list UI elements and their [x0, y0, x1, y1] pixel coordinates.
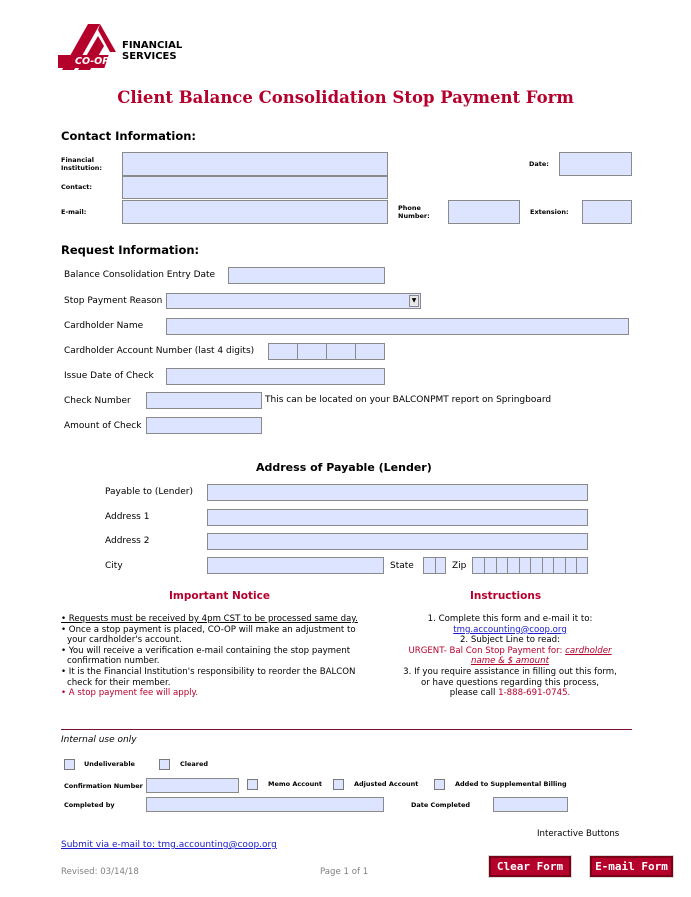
undeliverable-checkbox[interactable]: [64, 759, 75, 770]
financial-institution-field[interactable]: [122, 152, 388, 176]
issue-date-field[interactable]: [166, 368, 385, 385]
date-field[interactable]: [559, 152, 632, 176]
subject-var-1: cardholder: [565, 645, 612, 656]
address2-label: Address 2: [105, 536, 150, 546]
brand-name-line1: FINANCIAL: [122, 40, 183, 51]
zip-field[interactable]: [472, 557, 588, 574]
payable-to-label: Payable to (Lender): [105, 487, 193, 497]
supplemental-checkbox[interactable]: [434, 779, 445, 790]
amount-label: Amount of Check: [64, 421, 142, 431]
date-completed-label: Date Completed: [411, 801, 471, 809]
clear-form-button[interactable]: Clear Form: [489, 856, 571, 877]
issue-date-label: Issue Date of Check: [64, 371, 154, 381]
notice-line-2b: your cardholder's account.: [67, 635, 182, 646]
notice-line-1: • Requests must be received by 4pm CST to be processed same day.: [61, 614, 358, 624]
reason-select[interactable]: [166, 293, 421, 309]
confirmation-field[interactable]: [146, 778, 239, 793]
coop-logo: [58, 20, 120, 76]
entry-date-label: Balance Consolidation Entry Date: [64, 270, 216, 280]
check-number-field[interactable]: [146, 392, 262, 409]
address1-field[interactable]: [207, 509, 588, 526]
state-field[interactable]: [423, 557, 446, 574]
instructions-step-3c: [380, 688, 640, 699]
city-field[interactable]: [207, 557, 384, 574]
completed-by-label: Completed by: [64, 801, 115, 809]
reason-label: Stop Payment Reason: [64, 296, 163, 306]
extension-label: Extension:: [530, 208, 569, 216]
subject-prefix: URGENT- Bal Con Stop Payment for:: [408, 645, 566, 656]
instructions-subject: [380, 646, 640, 657]
coop-logo-icon: [58, 20, 120, 76]
email-field[interactable]: [122, 200, 388, 224]
payable-to-field[interactable]: [207, 484, 588, 501]
fi-label-1: Financial: [61, 156, 95, 164]
adjusted-label: Adjusted Account: [354, 780, 419, 788]
notice-heading: Important Notice: [169, 590, 270, 602]
zip-label: Zip: [452, 561, 467, 571]
check-number-label: Check Number: [64, 396, 131, 406]
subject-var-2: name & $ amount: [471, 656, 549, 667]
adjusted-checkbox[interactable]: [333, 779, 344, 790]
internal-divider: [61, 729, 632, 730]
entry-date-field[interactable]: [228, 267, 385, 284]
date-label: Date:: [529, 160, 549, 168]
instructions-step-1: 1. Complete this form and e-mail it to:: [427, 614, 593, 624]
form-title: Client Balance Consolidation Stop Payment Form: [117, 88, 574, 107]
supplemental-label: Added to Supplemental Billing: [455, 780, 567, 788]
fi-label-2: Institution:: [61, 164, 103, 172]
email-label: E-mail:: [61, 208, 87, 216]
instructions-step-2: 2. Subject Line to read:: [459, 635, 561, 646]
address1-label: Address 1: [105, 512, 150, 522]
logo-text: CO-OP: [75, 56, 110, 67]
city-label: City: [105, 561, 123, 571]
undeliverable-label: Undeliverable: [84, 760, 135, 768]
completed-by-field[interactable]: [146, 797, 384, 812]
instructions-list: [380, 614, 640, 699]
buttons-label: Interactive Buttons: [537, 829, 620, 839]
request-heading: Request Information:: [61, 243, 200, 257]
memo-checkbox[interactable]: [247, 779, 258, 790]
phone-label-2: Number:: [398, 212, 430, 220]
account-number-label: Cardholder Account Number (last 4 digits): [64, 346, 255, 356]
call-prefix: please call: [449, 688, 499, 699]
notice-line-2a: • Once a stop payment is placed, CO-OP will make an adjustment to: [61, 624, 356, 635]
support-phone: 1-888-691-0745.: [498, 688, 571, 699]
notice-list: [61, 614, 358, 699]
cleared-label: Cleared: [180, 760, 209, 768]
submit-email-link[interactable]: Submit via e-mail to: tmg.accounting@coop.org: [61, 840, 277, 850]
date-completed-field[interactable]: [493, 797, 568, 812]
notice-line-4b: check for their member.: [67, 677, 171, 688]
email-form-button[interactable]: E-mail Form: [590, 856, 673, 877]
revised-date: Revised: 03/14/18: [61, 867, 139, 877]
confirmation-label: Confirmation Number: [64, 782, 143, 790]
chevron-down-icon[interactable]: ▼: [409, 295, 419, 307]
instructions-heading: Instructions: [470, 590, 542, 602]
phone-field[interactable]: [448, 200, 520, 224]
contact-field[interactable]: [122, 176, 388, 199]
cleared-checkbox[interactable]: [159, 759, 170, 770]
amount-field[interactable]: [146, 417, 262, 434]
payable-heading: Address of Payable (Lender): [256, 461, 432, 474]
internal-heading: Internal use only: [61, 735, 137, 745]
contact-heading: Contact Information:: [61, 129, 197, 143]
cardholder-name-label: Cardholder Name: [64, 321, 144, 331]
memo-label: Memo Account: [268, 780, 322, 788]
cardholder-name-field[interactable]: [166, 318, 629, 335]
extension-field[interactable]: [582, 200, 632, 224]
notice-line-3b: confirmation number.: [67, 656, 160, 667]
page-number: Page 1 of 1: [320, 867, 369, 877]
instructions-step-3b: or have questions regarding this process,: [420, 677, 600, 688]
state-label: State: [390, 561, 414, 571]
instructions-email-link[interactable]: tmg.accounting@coop.org: [453, 624, 567, 635]
phone-label-1: Phone: [398, 204, 421, 212]
instructions-step-3a: 3. If you require assistance in filling out this form,: [403, 666, 617, 677]
account-number-field[interactable]: [268, 343, 385, 360]
brand-name-line2: SERVICES: [122, 51, 177, 62]
notice-line-3a: • You will receive a verification e-mail containing the stop payment: [61, 645, 351, 656]
notice-line-5: • A stop payment fee will apply.: [61, 688, 199, 699]
notice-line-4a: • It is the Financial Institution's responsibility to reorder the BALCON: [61, 666, 356, 677]
address2-field[interactable]: [207, 533, 588, 550]
contact-label: Contact:: [61, 183, 92, 191]
check-number-hint: This can be located on your BALCONPMT report on Springboard: [265, 395, 552, 405]
